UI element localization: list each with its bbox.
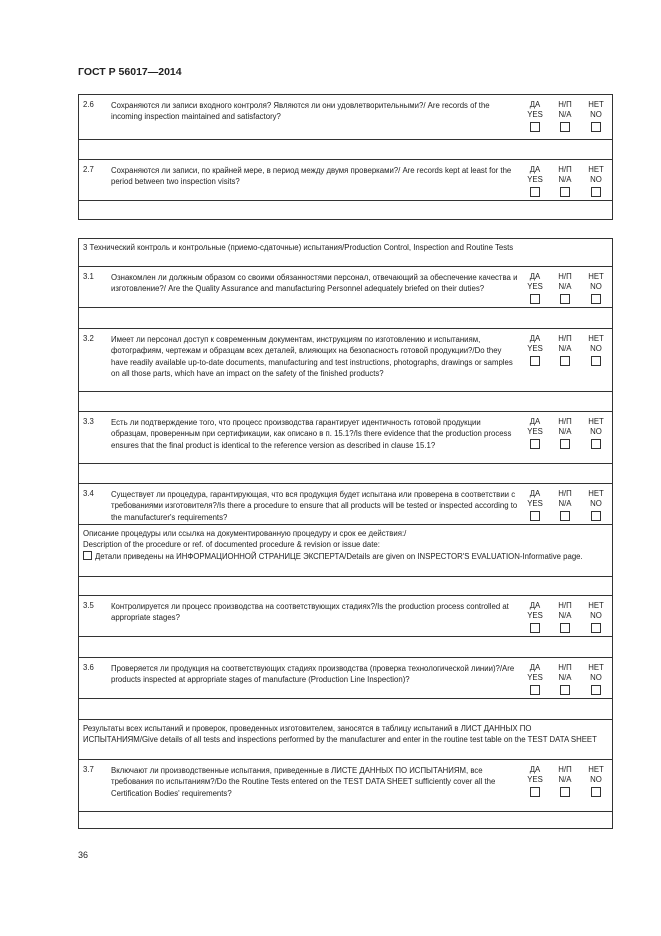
note-line: Описание процедуры или ссылка на документированную процедуру и срок ее действия:/ [83,529,407,538]
na-checkbox[interactable] [560,623,570,633]
answer-na: Н/П N/A [553,417,577,449]
na-checkbox[interactable] [560,787,570,797]
comment-row[interactable] [79,464,612,484]
answer-yes: ДА YES [523,489,547,521]
no-checkbox[interactable] [591,187,601,197]
answer-no: НЕТ NO [584,165,608,197]
no-checkbox[interactable] [591,511,601,521]
question-text: Имеет ли персонал доступ к современным документам, инструкциям по изготовлению и испытаниям, фотографиям, чертежам и образцам всех деталей, влияющих на безопасность готовой продукции?/Do they have readily available up-to-date documents, manufacturing and test instructions, photographs, drawings or samples on all those parts, which have an impact on the safety of the finished products? [111,335,513,378]
question-number: 3.7 [83,765,94,774]
procedure-description-row [79,525,612,577]
no-checkbox[interactable] [591,356,601,366]
answer-na: Н/П N/A [553,272,577,304]
question-text: Существует ли процедура, гарантирующая, что вся продукция будет испытана или проверена в соответствии с требованиями изготовителя?/Is there a procedure to ensure that all products will be tested or inspected according to the manufacturer's requirements? [111,490,518,522]
answer-yes: ДА YES [523,100,547,132]
test-results-note: Результаты всех испытаний и проверок, проведенных изготовителем, заносятся в таблицу испытаний в ЛИСТ ДАННЫХ ПО ИСПЫТАНИЯМ/Give details of all tests and inspections performed by the manufacturer and enter in the routine test table on the TEST DATA SHEET [83,724,597,745]
na-checkbox[interactable] [560,122,570,132]
question-row [79,658,612,699]
answer-yes: ДА YES [523,165,547,197]
procedure-description [79,525,612,564]
question-row [79,760,612,812]
answer-no: НЕТ NO [584,663,608,695]
yes-checkbox[interactable] [530,787,540,797]
answer-no: НЕТ NO [584,272,608,304]
yes-checkbox[interactable] [530,122,540,132]
na-checkbox[interactable] [560,356,570,366]
question-row [79,596,612,637]
comment-row[interactable] [79,308,612,329]
question-number: 2.7 [83,165,94,174]
answer-yes: ДА YES [523,272,547,304]
answer-na: Н/П N/A [553,765,577,797]
question-number: 3.3 [83,417,94,426]
comment-row[interactable] [79,392,612,412]
question-number: 3.6 [83,663,94,672]
question-text: Есть ли подтверждение того, что процесс производства гарантирует идентичность готовой продукции образцам, проверенным при сертификации, как описано в п. 15.1?/Is there evidence that the production process ensures that the final product is identical to the reference version as described in clause 15.1? [111,418,512,450]
na-checkbox[interactable] [560,511,570,521]
comment-row[interactable] [79,699,612,720]
yes-checkbox[interactable] [530,511,540,521]
answer-na: Н/П N/A [553,601,577,633]
answer-no: НЕТ NO [584,100,608,132]
answer-na: Н/П N/A [553,663,577,695]
question-number: 3.1 [83,272,94,281]
question-number: 3.2 [83,334,94,343]
details-checkbox[interactable] [83,551,92,560]
no-checkbox[interactable] [591,122,601,132]
question-row [79,267,612,308]
answer-na: Н/П N/A [553,100,577,132]
question-row [79,412,612,464]
question-number: 2.6 [83,100,94,109]
question-number: 3.5 [83,601,94,610]
yes-checkbox[interactable] [530,294,540,304]
comment-row[interactable] [79,812,612,828]
question-row [79,160,612,201]
question-row [79,484,612,525]
answer-yes: ДА YES [523,765,547,797]
question-text: Ознакомлен ли должным образом со своими обязанностями персонал, отвечающий за обеспечение качества и изготовление?/ Are the Quality Assurance and manufacturing Personnel adequately briefed on their duties? [111,273,518,294]
no-checkbox[interactable] [591,294,601,304]
answer-no: НЕТ NO [584,334,608,366]
note-line-text: Детали приведены на ИНФОРМАЦИОННОЙ СТРАНИЦЕ ЭКСПЕРТА/Details are given on INSPECTOR'S EVALUATION-Informative page. [95,551,583,561]
question-text: Проверяется ли продукция на соответствующих стадиях производства (проверка технологической линии)?/Are products inspected at appropriate stages of manufacture (Production Line Inspection)? [111,664,515,685]
na-checkbox[interactable] [560,685,570,695]
answer-na: Н/П N/A [553,489,577,521]
section-title: 3 Технический контроль и контрольные (приемо-сдаточные) испытания/Production Control, Inspection and Routine Tests [83,243,514,252]
answer-no: НЕТ NO [584,489,608,521]
yes-checkbox[interactable] [530,439,540,449]
no-checkbox[interactable] [591,439,601,449]
question-row [79,329,612,392]
note-line [83,551,608,562]
answer-no: НЕТ NO [584,601,608,633]
answer-yes: ДА YES [523,417,547,449]
no-checkbox[interactable] [591,623,601,633]
question-number: 3.4 [83,489,94,498]
comment-row[interactable] [79,637,612,658]
yes-checkbox[interactable] [530,187,540,197]
question-row [79,95,612,140]
yes-checkbox[interactable] [530,356,540,366]
answer-yes: ДА YES [523,601,547,633]
answer-yes: ДА YES [523,663,547,695]
question-text: Контролируется ли процесс производства на соответствующих стадиях?/Is the production process controlled at appropriate stages? [111,602,509,623]
comment-row[interactable] [79,577,612,596]
na-checkbox[interactable] [560,187,570,197]
answer-yes: ДА YES [523,334,547,366]
question-text: Включают ли производственные испытания, приведенные в ЛИСТЕ ДАННЫХ ПО ИСПЫТАНИЯМ, все требования по испытаниям?/Do the Routine Tests entered on the TEST DATA SHEET sufficiently cover all the Certification Bodies' requirements? [111,766,496,798]
yes-checkbox[interactable] [530,685,540,695]
section-title-row [79,239,612,267]
na-checkbox[interactable] [560,294,570,304]
comment-row[interactable] [79,140,612,160]
question-text: Сохраняются ли записи входного контроля? Являются ли они удовлетворительными?/ Are records of the incoming inspection maintained and satisfactory? [111,101,490,122]
document-header: ГОСТ Р 56017—2014 [78,66,182,78]
checklist-block-production-control [78,238,613,829]
answer-no: НЕТ NO [584,417,608,449]
answer-na: Н/П N/A [553,165,577,197]
yes-checkbox[interactable] [530,623,540,633]
answer-no: НЕТ NO [584,765,608,797]
no-checkbox[interactable] [591,685,601,695]
question-text: Сохраняются ли записи, по крайней мере, в период между двумя проверками?/ Are records kept at least for the period between two inspection visits? [111,166,512,187]
checklist-block-records [78,94,613,220]
na-checkbox[interactable] [560,439,570,449]
page-number: 36 [78,850,89,860]
answer-na: Н/П N/A [553,334,577,366]
test-results-note-row [79,720,612,760]
no-checkbox[interactable] [591,787,601,797]
note-line: Description of the procedure or ref. of documented procedure & revision or issue date: [83,540,380,550]
comment-row[interactable] [79,201,612,219]
